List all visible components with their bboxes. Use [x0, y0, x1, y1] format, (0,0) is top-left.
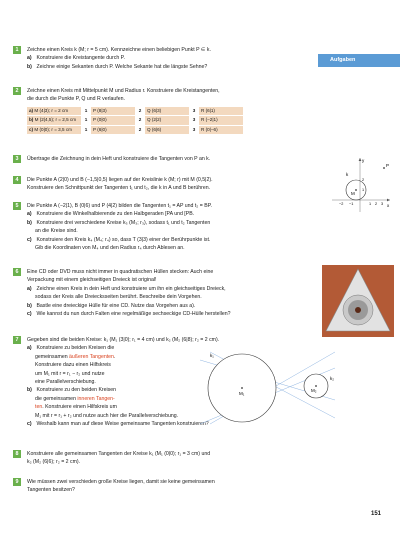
table-cell: R (6|1) — [199, 107, 243, 115]
table-cell: 3 — [189, 126, 199, 134]
exercise-9 — [13, 478, 308, 495]
sub-text: an die Kreise sind. — [35, 228, 78, 235]
table-cell: M (2|4,5); r = 2,5 cm — [34, 117, 77, 123]
tick-label: −1 — [349, 202, 354, 206]
sub-text: Konstruiere die Winkelhalbierende zu den Halbgeraden [PA und [PB. — [36, 211, 195, 218]
exercise-3 — [13, 155, 308, 163]
exercise-text: Zeichne einen Kreis k (M; r = 5 cm). Kennzeichne einen beliebigen Punkt P ∈ k. — [27, 47, 211, 53]
table-cell: Q (6|6) — [145, 126, 189, 134]
sub-label: c) — [27, 421, 32, 428]
sub-text: um M₁ mit r = r₁ − r₂ und nutze — [35, 370, 105, 377]
highlight-term: äußeren Tangenten — [69, 353, 114, 360]
exercise-4 — [13, 176, 308, 193]
sub-text: Gib die Koordinaten von M₄ und den Radius r₄ durch Ablesen an. — [35, 245, 185, 252]
sub-label: a) — [27, 285, 32, 292]
sub-text: Konstruiere dazu einen Hilfskreis — [35, 362, 111, 369]
row-label: a) — [29, 107, 34, 113]
exercise-text: die durch die Punkte P, Q und R verlaufen. — [27, 96, 125, 103]
tick-label: 2 — [362, 178, 365, 182]
exercise-text: Die Punkte A (2|0) und B (−1,5|0,5) liegen auf der Kreislinie k (M; r) mit M (0,5|2). — [27, 177, 213, 183]
axis-label-x: x — [387, 203, 390, 208]
tick-label: 2 — [375, 202, 378, 206]
sub-label: b) — [27, 219, 32, 226]
exercise-text: Wie müssen zwei verschieden große Kreise liegen, damit sie keine gemeinsamen — [27, 479, 215, 485]
circle-label-k: k — [346, 172, 349, 177]
sub-text: Konstruiere die Kreistangente durch P. — [36, 55, 125, 62]
sub-label: c) — [27, 236, 32, 243]
table-row — [27, 126, 243, 134]
tick-label: 1 — [369, 202, 372, 206]
cd-triangle-image — [322, 265, 394, 337]
sub-text: Konstruiere drei verschiedene Kreise k₃ (M₃; r₃), sodass t₁ und t₂ Tangenten — [36, 219, 211, 226]
sub-text: Konstruiere zu den beiden Kreisen — [36, 387, 117, 394]
table-row — [27, 116, 243, 124]
table-cell: M (4|3); r = 2 cm — [34, 107, 69, 113]
sub-label: a) — [27, 345, 32, 352]
exercise-number: 2 — [13, 87, 21, 95]
highlight-term: inneren Tangen- — [77, 395, 115, 402]
sub-label: b) — [27, 63, 32, 70]
exercise-text: Zeichne einen Kreis mit Mittelpunkt M und Radius r. Konstruiere die Kreistangenten, — [27, 88, 220, 94]
exercise-text: Gegeben sind die beiden Kreise: k₁ (M₁ (3|0); r₁ = 4 cm) und k₂ (M₂ (6|8); r₂ = 2 cm). — [27, 337, 220, 343]
sub-text: Konstruiere zu beiden Kreisen die — [36, 345, 115, 352]
table-cell: Q (6|3) — [145, 107, 189, 115]
center-label-m1: M₁ — [239, 391, 245, 396]
two-circles-figure — [190, 348, 340, 428]
exercise-text: Tangenten besitzen? — [27, 487, 75, 494]
row-label: b) — [29, 117, 34, 123]
circle-label-k2: k₂ — [330, 376, 334, 381]
sub-text: eine Parallelverschiebung. — [35, 379, 96, 386]
aufgaben-tab: Aufgaben — [318, 54, 400, 67]
tick-label: 3 — [381, 202, 384, 206]
exercise-text: Eine CD oder DVD muss nicht immer in quadratischen Hüllen stecken: Auch eine — [27, 269, 214, 275]
table-cell: 3 — [189, 116, 199, 124]
center-label-m: M — [351, 191, 355, 196]
axis-label-y: y — [362, 158, 365, 163]
exercise-number: 4 — [13, 176, 21, 184]
exercise-number: 5 — [13, 202, 21, 210]
table-cell: 1 — [81, 116, 91, 124]
table-cell: R (0|−6) — [199, 126, 243, 134]
exercise-number: 7 — [13, 336, 21, 344]
tick-label: 1 — [362, 188, 365, 192]
sub-text: Weshalb kann man auf diese Weise gemeinsame Tangenten konstruieren? — [36, 421, 209, 428]
exercise-text: Die Punkte A (−2|1), B (0|6) und P (4|2) bilden die Tangenten t₁ = AP und t₂ = BP. — [27, 203, 212, 209]
table-cell: P (0|0) — [91, 116, 135, 124]
exercise-text: Verpackung mit einem gleichseitigen Dreieck ist original! — [27, 277, 157, 284]
exercise-8 — [13, 450, 308, 467]
sub-text: sodass der Kreis alle Dreiecksseiten berührt. Beschreibe dein Vorgehen. — [35, 294, 202, 301]
table-cell: 2 — [135, 116, 145, 124]
sub-text: . Konstruiere einen Hilfskreis um — [42, 404, 117, 411]
tangent-figure — [330, 156, 392, 214]
table-cell: P (8|3) — [91, 107, 135, 115]
exercise-1 — [13, 46, 308, 71]
table-row — [27, 107, 243, 115]
table-cell: P (6|0) — [91, 126, 135, 134]
sub-label: a) — [27, 211, 32, 218]
center-label-m2: M₂ — [311, 388, 317, 393]
sub-text: Zeichne einige Sekanten durch P. Welche Sekante hat die längste Sehne? — [36, 63, 208, 70]
table-cell: 3 — [189, 107, 199, 115]
sub-text: Wie kannst du nun durch Falten eine regelmäßige sechseckige CD-Hülle herstellen? — [36, 311, 231, 318]
sub-text: M₁ mit r = r₁ + r₂ und nutze auch hier die Parallelverschiebung. — [35, 412, 179, 419]
sub-text: Konstruiere den Kreis k₄ (M₄; r₄) so, dass T (3|3) einer der Berührpunkte ist. — [36, 236, 211, 243]
sub-text: Bastle eine dreieckige Hülle für eine CD. Nutze das Vorgehen aus a). — [36, 302, 196, 309]
tick-label: −2 — [339, 202, 344, 206]
table-cell: M (0|0); r = 3,5 cm — [34, 126, 72, 132]
sub-label: b) — [27, 387, 32, 394]
table-cell: 2 — [135, 107, 145, 115]
exercise-6 — [13, 268, 308, 318]
circle-table — [27, 106, 243, 135]
exercise-number: 9 — [13, 478, 21, 486]
exercise-2 — [13, 87, 308, 135]
table-cell: 2 — [135, 126, 145, 134]
exercise-text: k₂ (M₂ (6|6); r₂ = 2 cm). — [27, 459, 81, 466]
table-cell: Q (2|2) — [145, 116, 189, 124]
exercise-text: Konstruiere den Schnittpunkt der Tangenten t₁ und t₂, die k in A und B berühren. — [27, 185, 211, 192]
exercise-number: 6 — [13, 268, 21, 276]
sub-text: die gemeinsamen — [35, 395, 78, 402]
exercise-5 — [13, 202, 308, 252]
sub-text: . — [113, 353, 116, 360]
table-cell: 1 — [81, 126, 91, 134]
page-number: 151 — [371, 511, 382, 517]
sub-label: c) — [27, 311, 32, 318]
exercise-text: Übertrage die Zeichnung in dein Heft und konstruiere die Tangenten von P an k. — [27, 156, 211, 162]
table-cell: 1 — [81, 107, 91, 115]
sub-text: gemeinsamen — [35, 353, 70, 360]
row-label: c) — [29, 126, 34, 132]
exercise-number: 3 — [13, 155, 21, 163]
sub-label: a) — [27, 55, 32, 62]
highlight-term: ten — [35, 404, 43, 411]
table-cell: R (−2|1) — [199, 116, 243, 124]
exercise-number: 8 — [13, 450, 21, 458]
exercise-number: 1 — [13, 46, 21, 54]
point-label-p: P — [386, 163, 390, 168]
sub-text: Zeichne einen Kreis in dein Heft und konstruiere um ihn ein gleichseitiges Dreieck, — [36, 285, 226, 292]
sub-label: b) — [27, 302, 32, 309]
exercise-text: Konstruiere alle gemeinsamen Tangenten der Kreise k₁ (M₁ (0|0); r₁ = 3 cm) und — [27, 451, 211, 457]
circle-label-k1: k₁ — [210, 353, 214, 358]
page-top-margin — [0, 0, 400, 36]
